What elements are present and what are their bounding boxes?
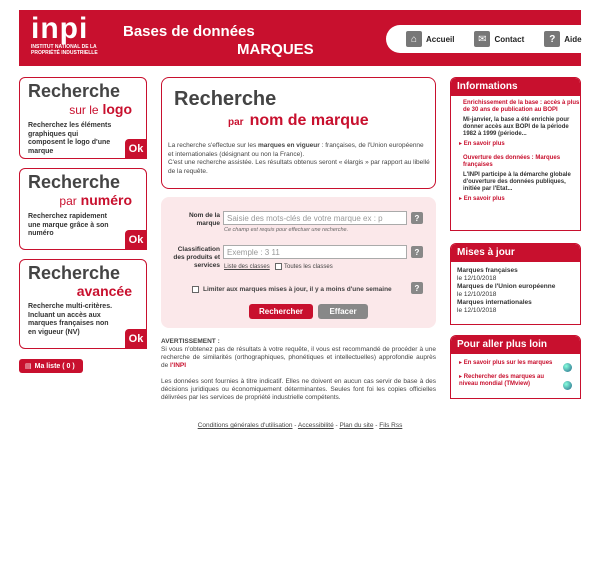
maj-date: le 12/10/2018 (457, 291, 497, 298)
maj-date: le 12/10/2018 (457, 275, 497, 282)
nav-label: Accueil (426, 34, 455, 44)
box-description: Recherchez les éléments graphiques qui composent le logo d'une marque (28, 122, 112, 155)
name-label: Nom de la marque (188, 212, 220, 227)
box-subtitle: avancée (76, 283, 132, 299)
pour-aller-plus-loin-panel (450, 335, 581, 399)
panel-title: Mises à jour (451, 244, 580, 262)
maj-name: Marques de l'Union européenne (457, 283, 556, 290)
name-input[interactable]: Saisie des mots-clés de votre marque ex : p (223, 211, 407, 225)
class-input[interactable]: Exemple : 3 11 (223, 245, 407, 259)
search-button[interactable]: Rechercher (249, 304, 313, 319)
nav-label: Contact (494, 34, 525, 44)
box-title: Recherche (28, 172, 121, 192)
logo-subtitle: INSTITUT NATIONAL DE LA PROPRIÉTÉ INDUSTRIELLE (31, 44, 98, 56)
nav-aide[interactable] (544, 31, 581, 47)
info-text-1: Mi-janvier, la base a été enrichie pour donner accès aux BOPI de la période 1982 à 1999 (période... (463, 117, 570, 137)
globe-icon (563, 381, 572, 390)
mail-icon: ✉ (474, 31, 490, 47)
footer-links: Conditions générales d'utilisation - Accessibilité - Plan du site - Fils Rss (197, 422, 403, 429)
footer-plan[interactable]: Plan du site (339, 422, 374, 429)
help-icon[interactable]: ? (411, 282, 423, 294)
help-icon[interactable]: ? (411, 212, 423, 224)
class-label: Classification des produits et services (173, 246, 220, 269)
footer-accessibilite[interactable]: Accessibilité (297, 422, 334, 429)
info-link-1[interactable]: Enrichissement de la base : accès à plus de 30 ans de publication au BOPI (463, 100, 580, 113)
globe-icon (563, 363, 572, 372)
site-subtitle: MARQUES (237, 41, 314, 58)
informations-panel (450, 77, 581, 231)
limit-checkbox[interactable] (192, 286, 199, 293)
logo-text: inpi (31, 12, 89, 45)
inpi-logo[interactable] (31, 14, 116, 62)
search-logo-box (19, 77, 147, 159)
ok-button-avancee[interactable]: Ok (125, 329, 147, 349)
box-title: Recherche (28, 263, 121, 283)
loin-link-2[interactable]: ▸ Rechercher des marques au niveau mondial (TMview) (459, 374, 545, 387)
header (19, 10, 581, 66)
ok-button-logo[interactable]: Ok (125, 139, 147, 159)
all-classes-checkbox[interactable] (275, 263, 282, 270)
intro-text: La recherche s'effectue sur les marques en vigueur : françaises, de l'Union européenne et internationales (désignant ou non la France). C'est une recherche assistée. Les résultats obtenus seront « élargis » par rapport au libellé de la requête. (168, 142, 430, 175)
class-list-link[interactable]: Liste des classes (224, 264, 270, 270)
mises-a-jour-panel (450, 243, 581, 325)
page-subtitle: par nom de marque (228, 112, 369, 129)
limit-label: Limiter aux marques mises à jour, il y a moins d'une semaine (203, 286, 392, 293)
list-icon: ▤ (25, 363, 32, 370)
footer-cgu[interactable]: Conditions générales d'utilisation (197, 422, 293, 429)
site-title: Bases de données (123, 23, 255, 40)
nav-label: Aide (564, 34, 582, 44)
ma-liste-button[interactable] (19, 359, 83, 373)
main-search-box (161, 77, 436, 189)
warning-title: AVERTISSEMENT : (161, 338, 220, 345)
nav-accueil[interactable] (406, 31, 454, 47)
box-subtitle: sur le logo (69, 101, 132, 117)
en-savoir-plus-2[interactable]: ▸ En savoir plus (459, 196, 505, 202)
box-subtitle: par numéro (59, 192, 132, 208)
help-icon[interactable]: ? (411, 246, 423, 258)
name-hint: Ce champ est requis pour effectuer une recherche. (224, 227, 349, 233)
warning-block: AVERTISSEMENT : Si vous n'obtenez pas de résultats à votre requête, il vous est recommandé de procéder à une recherche de similarités (orthographiques, phonétiques et intellectuelles) approfondie auprès de l'INPI Les données sont fournies à titre indicatif. Elles ne doivent en aucun cas servir de base à des décisions juridiques ou économiquement déterminantes. Seules font foi les copies officielles délivrées par les services de propriété industrielle compétents. (161, 338, 436, 401)
en-savoir-plus-1[interactable]: ▸ En savoir plus (459, 141, 505, 147)
maj-name: Marques françaises (457, 267, 518, 274)
search-numero-box (19, 168, 147, 250)
all-classes-label: Toutes les classes (284, 264, 333, 270)
footer-rss[interactable]: Fils Rss (379, 422, 403, 429)
home-icon: ⌂ (406, 31, 422, 47)
ok-button-numero[interactable]: Ok (125, 230, 147, 250)
search-avancee-box (19, 259, 147, 349)
loin-link-1[interactable]: ▸ En savoir plus sur les marques (459, 360, 553, 366)
box-description: Recherchez rapidement une marque grâce à son numéro (28, 213, 109, 237)
info-link-2[interactable]: Ouverture des données : Marques françaises (463, 155, 561, 168)
maj-date: le 12/10/2018 (457, 307, 497, 314)
panel-title: Pour aller plus loin (451, 336, 580, 354)
top-nav (386, 25, 590, 53)
ma-liste-label: Ma liste ( 0 ) (34, 362, 75, 370)
inpi-link[interactable]: l'INPI (170, 362, 187, 369)
help-icon: ? (544, 31, 560, 47)
box-description: Recherche multi-critères. Incluant un accès aux marques françaises non en vigueur (NV) (28, 303, 113, 336)
box-title: Recherche (28, 81, 121, 101)
clear-button[interactable]: Effacer (318, 304, 368, 319)
page-title: Recherche (174, 88, 277, 110)
panel-title: Informations (451, 78, 580, 96)
maj-name: Marques internationales (457, 299, 532, 306)
nav-contact[interactable] (474, 31, 524, 47)
info-text-2: L'INPI participe à la démarche globale d'ouverture des données publiques, initiée par l'Etat... (463, 172, 571, 192)
